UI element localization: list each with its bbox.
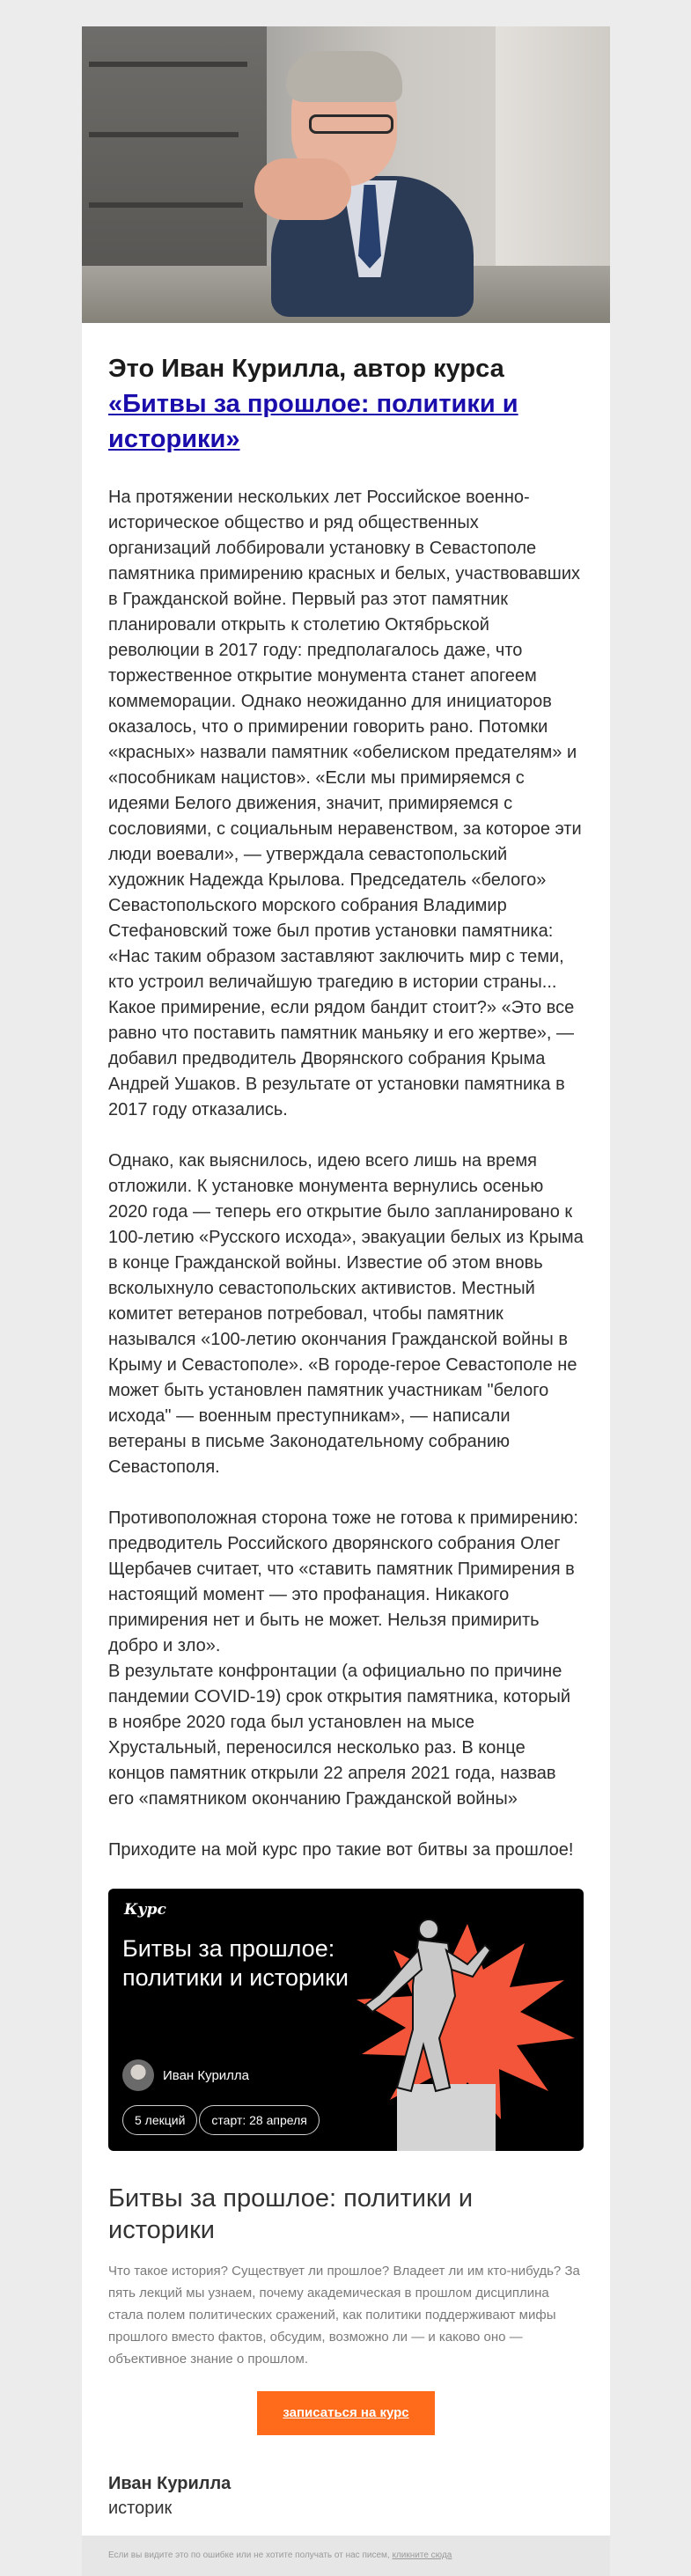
headline-text: Это Иван Курилла, автор курса [108, 355, 504, 383]
pedestal [397, 2084, 496, 2151]
email-card [82, 26, 610, 2576]
signature-name: Иван Курилла [108, 2474, 232, 2493]
lectures-pill: 5 лекций [122, 2105, 197, 2135]
course-banner[interactable] [108, 1889, 584, 2151]
paragraph-2: Однако, как выяснилось, идею всего лишь на время отложили. К установке монумента вернулись осенью 2020 года — теперь его открытие было запланировано к 100-летию «Русского исхода», эвакуации белых из Крыма в конце Гражданской войны. Известие об этом вновь всколыхнуло севастопольских активистов. Местный комитет ветеранов потребовал, чтобы памятник назывался «100-летию окончания Гражданской войны в Крыму и Севастополе». «В городе-герое Севастополе не может быть установлен памятник участникам "белого исхода" — военным преступникам», — написали ветераны в письме Законодательному собранию Севастополя. [108, 1151, 584, 1477]
hair [286, 51, 402, 102]
banner-title: Битвы за прошлое: политики и историки [122, 1935, 349, 1991]
banner-pills [122, 2105, 320, 2135]
signature-role: историк [108, 2499, 173, 2518]
cta-wrap [108, 2391, 584, 2435]
banner-author-name: Иван Курилла [163, 2067, 250, 2083]
footer [82, 2536, 610, 2576]
paragraph-invite: Приходите на мой курс про такие вот битвы за прошлое! [108, 1840, 574, 1860]
email-content [82, 323, 610, 2521]
unsubscribe-link[interactable]: кликните сюда [392, 2550, 452, 2560]
kurs-logo: Курс [124, 1901, 166, 1919]
headline [108, 323, 584, 457]
footer-text: Если вы видите это по ошибке или не хотите получать от нас писем, [108, 2550, 390, 2560]
paragraph-4: В результате конфронтации (а официально по причине пандемии COVID-19) срок открытия памятника, который в ноябре 2020 года был установлен на мысе Хрустальный, переносился несколько раз. В конце концов памятник открыли 22 апреля 2021 года, назвав его «памятником окончанию Гражданской войны» [108, 1662, 570, 1809]
paragraph-1: На протяжении нескольких лет Российское военно-историческое общество и ряд общественных организаций лоббировали установку в Севастополе памятника примирению красных и белых, участвовавших в Гражданской войне. Первый раз этот памятник планировали открыть к столетию Октябрьской революции в 2017 году: предполагалось даже, что торжественное открытие монумента станет апогеем коммеморации. Однако неожиданно для инициаторов оказалось, что о примирении говорить рано. Потомки «красных» назвали памятник «обелиском предателям» и «пособникам нацистов». «Если мы примиряемся с идеями Белого движения, значит, примиряемся с сословиями, с социальным неравенством, за которое эти люди воевали», — утверждала севастопольский художник Надежда Крылова. Председатель «белого» Севастопольского морского собрания Владимир Стефановский тоже был против установки памятника: «Нас таким образом заставляют заключить мир с теми, кто устроил величайшую трагедию в истории страны... Какое примирение, если рядом бандит стоит?» «Это все равно что поставить памятник маньяку и его жертве», — добавил предводитель Дворянского собрания Крыма Андрей Ушаков. В результате от установки памятника в 2017 году отказались. [108, 488, 582, 1119]
start-date-pill: старт: 28 апреля [199, 2105, 319, 2135]
paragraph-3: Противоположная сторона тоже не готова к примирению: предводитель Российского дворянского собрания Олег Щербачев считает, что «ставить памятник Примирения в настоящий момент — это профанация. Никакого примирения нет и быть не может. Нельзя примирить добро и зло». [108, 1508, 578, 1655]
course-description: Что такое история? Существует ли прошлое? Владеет ли им кто-нибудь? За пять лекций мы узнаем, почему академическая в прошлом дисциплина стала полем политических сражений, как политики поддерживают мифы прошлого вместо фактов, обсудим, возможно ли — и каково оно — объективное знание о прошлом. [108, 2264, 580, 2367]
author-avatar [122, 2059, 154, 2091]
author-photo [82, 26, 610, 323]
monument-illustration [344, 1889, 584, 2151]
enroll-button[interactable]: записаться на курс [257, 2391, 435, 2435]
banner-author [122, 2059, 249, 2091]
glasses [309, 114, 393, 134]
course-title: Битвы за прошлое: политики и историки [108, 2184, 474, 2244]
course-link[interactable]: «Битвы за прошлое: политики и историки» [108, 390, 518, 453]
hands [254, 158, 351, 220]
